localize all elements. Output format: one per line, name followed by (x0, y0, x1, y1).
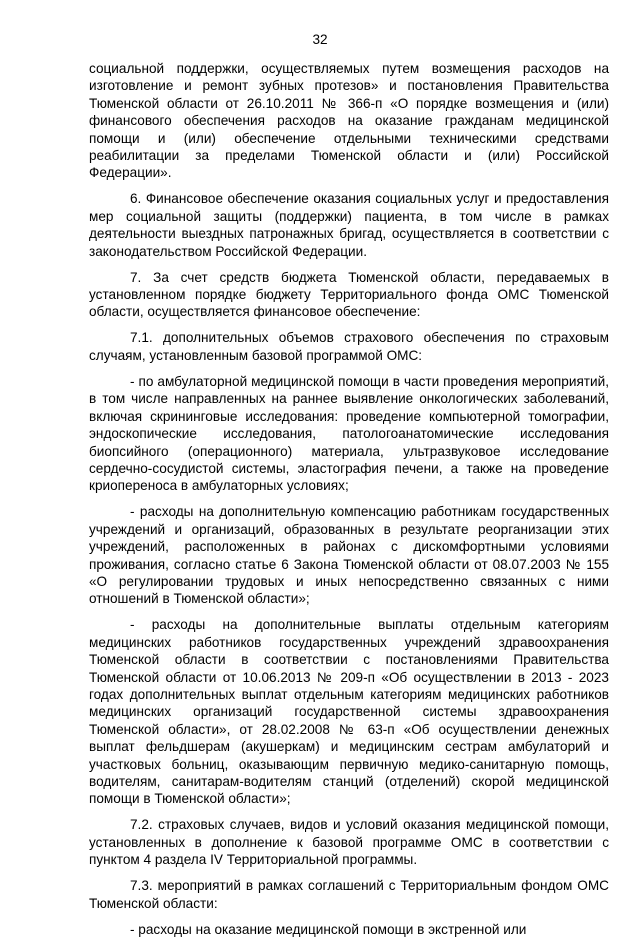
list-item: - расходы на дополнительную компенсацию работникам государственных учреждений и организаций, образованных в результате реорганизации этих учреждений, расположенных в районах с дискомфортными условиями проживания, согласно статье 6 Закона Тюменской области от 08.07.2003 № 155 «О регулировании трудовых и иных непосредственно связанных с ними отношений в Тюменской области»; (89, 504, 609, 607)
page-number: 32 (312, 32, 328, 47)
list-item: - по амбулаторной медицинской помощи в части проведения мероприятий, в том числе направленных на раннее выявление онкологических заболеваний, включая скрининговые исследования: проведение компьютерной томографии, эндоскопические исследования, патологоанатомические исследования биопсийного (операционного) материала, ультразвуковое исследование сердечно-сосудистой системы, эластография печени, а также на проведение криопереноса в амбулаторных условиях; (89, 373, 609, 494)
paragraph: социальной поддержки, осуществляемых путем возмещения расходов на изготовление и ремонт зубных протезов» и постановления Правительства Тюменской области от 26.10.2011 № 366-п «О порядке возмещения и (или) финансового обеспечения расходов на оказание гражданам медицинской помощи и (или) обеспечение отдельными техническими средствами реабилитации за пределами Тюменской области и (или) Российской Федерации». (89, 61, 609, 181)
list-item: - расходы на оказание медицинской помощи в экстренной или (130, 921, 527, 937)
paragraph: 7.1. дополнительных объемов страхового обеспечения по страховым случаям, установленным базовой программой ОМС: (89, 330, 609, 363)
paragraph: 7. За счет средств бюджета Тюменской области, передаваемых в установленном порядке бюджету Территориального фонда ОМС Тюменской области, осуществляется финансовое обеспечение: (89, 269, 609, 320)
paragraph: 7.3. мероприятий в рамках соглашений с Территориальным фондом ОМС Тюменской области: (89, 878, 609, 911)
list-item: - расходы на дополнительные выплаты отдельным категориям медицинских работников государственных учреждений здравоохранения Тюменской области в соответствии с постановлениями Правительства Тюменской области от 10.06.2013 № 209-п «Об осуществлении в 2013 - 2023 годах дополнительных выплат отдельным категориям медицинских работников медицинских организаций государственной системы здравоохранения Тюменской области», от 28.02.2008 № 63-п «Об осуществлении денежных выплат фельдшерам (акушеркам) и медицинским сестрам амбулаторий и участковых больниц, оказывающим первичную медико-санитарную помощь, водителям, санитарам-водителям станций (отделений) скорой медицинской помощи в Тюменской области»; (89, 617, 609, 807)
paragraph: 7.2. страховых случаев, видов и условий оказания медицинской помощи, установленных в дополнение к базовой программе ОМС в соответствии с пунктом 4 раздела IV Территориальной программы. (89, 817, 609, 868)
paragraph: 6. Финансовое обеспечение оказания социальных услуг и предоставления мер социальной защиты (поддержки) пациента, в том числе в рамках деятельности выездных патронажных бригад, осуществляется в соответствии с законодательством Российской Федерации. (89, 191, 609, 259)
document-body (89, 60, 609, 947)
